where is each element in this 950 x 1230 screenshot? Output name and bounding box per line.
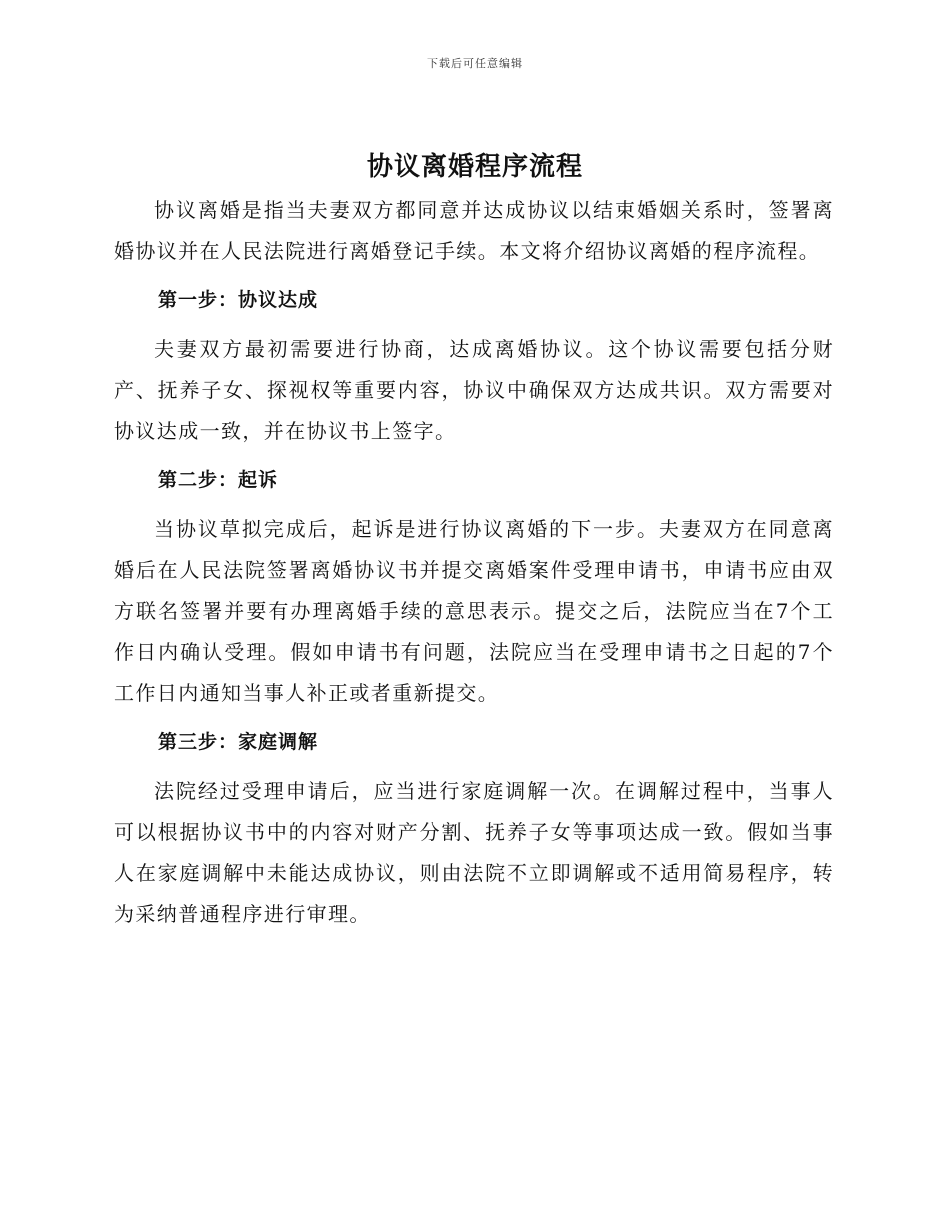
step-3-heading: 第三步：家庭调解 [158,731,319,753]
page-title: 协议离婚程序流程 [366,152,583,182]
step-2-body: 当协议草拟完成后，起诉是进行协议离婚的下一步。夫妻双方在同意离婚后在人民法院签署离婚协议书并提交离婚案件受理申请书，申请书应由双方联名签署并要有办理离婚手续的意思表示。提交之后，法院应当在7个工作日内确认受理。假如申请书有问题，法院应当在受理申请书之日起的7个工作日内通知当事人补正或者重新提交。 [114,517,834,705]
document-body [114,190,834,935]
header-note: 下载后可任意编辑 [427,57,523,70]
step-1-heading: 第一步：协议达成 [158,289,319,311]
intro-paragraph: 协议离婚是指当夫妻双方都同意并达成协议以结束婚姻关系时，签署离婚协议并在人民法院进行离婚登记手续。本文将介绍协议离婚的程序流程。 [114,198,834,263]
step-2-heading: 第二步：起诉 [158,469,279,491]
step-1-body: 夫妻双方最初需要进行协商，达成离婚协议。这个协议需要包括分财产、抚养子女、探视权等重要内容，协议中确保双方达成共识。双方需要对协议达成一致，并在协议书上签字。 [114,337,834,443]
step-3-body: 法院经过受理申请后，应当进行家庭调解一次。在调解过程中，当事人可以根据协议书中的内容对财产分割、抚养子女等事项达成一致。假如当事人在家庭调解中未能达成协议，则由法院不立即调解或不适用简易程序，转为采纳普通程序进行审理。 [114,779,834,926]
